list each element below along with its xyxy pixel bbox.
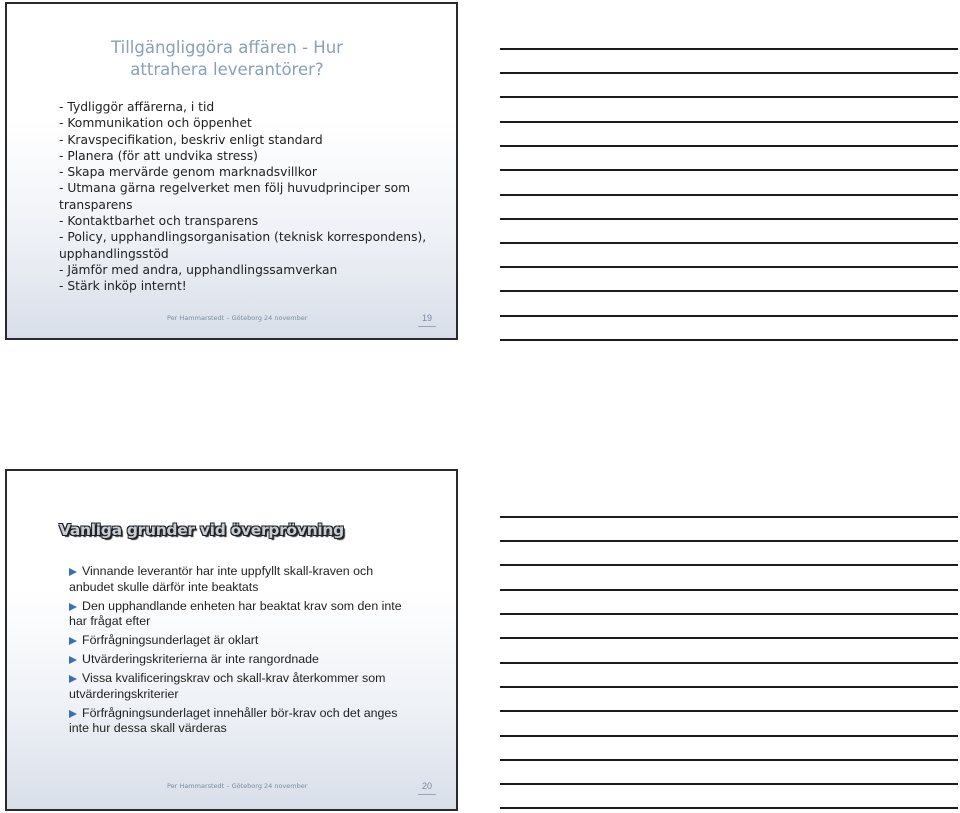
note-line: [500, 710, 958, 712]
page-number-underline: [418, 794, 436, 795]
slide-title: Vanliga grunder vid överprövning: [59, 521, 344, 539]
page-number-underline: [418, 326, 436, 327]
bullet-item: Förfrågningsunderlaget är oklart: [69, 633, 409, 649]
body-line: upphandlingsstöd: [59, 246, 169, 261]
body-line: - Policy, upphandlingsorganisation (teknisk korrespondens),: [59, 230, 427, 245]
note-line: [500, 290, 958, 292]
arrow-bullet-icon: [69, 637, 77, 645]
body-line: - Skapa mervärde genom marknadsvillkor: [59, 165, 317, 180]
slide-20: [5, 469, 458, 811]
note-line: [500, 121, 958, 123]
body-line: - Kommunikation och öppenhet: [59, 116, 252, 131]
slide-body: [69, 564, 409, 740]
note-line: [500, 145, 958, 147]
bullet-item: Utvärderingskriterierna är inte rangordnade: [69, 652, 409, 668]
note-line: [500, 807, 958, 809]
note-line: [500, 662, 958, 664]
bullet-item: Vinnande leverantör har inte uppfyllt skall-kraven och anbudet skulle därför inte beaktats: [69, 564, 374, 594]
note-line: [500, 169, 958, 171]
note-line: [500, 637, 958, 639]
arrow-bullet-icon: [69, 675, 77, 683]
bullet-item: Förfrågningsunderlaget innehåller bör-krav och det anges inte hur dessa skall värderas: [69, 705, 398, 735]
note-line: [500, 783, 958, 785]
note-line: [500, 194, 958, 196]
body-line: - Kontaktbarhet och transparens: [59, 214, 259, 229]
note-line: [500, 759, 958, 761]
slide-title: Tillgängliggöra affären - Hur attrahera leverantörer?: [111, 38, 343, 79]
arrow-bullet-icon: [69, 568, 77, 576]
slide-footer: Per Hammarstedt – Göteborg 24 november: [167, 782, 308, 790]
bullet-item: Vissa kvalificeringskrav och skall-krav återkommer som utvärderingskriterier: [69, 671, 386, 701]
body-line: - Kravspecifikation, beskriv enligt standard: [59, 132, 323, 147]
note-line: [500, 564, 958, 566]
note-line: [500, 242, 958, 244]
body-line: - Stärk inköp internt!: [59, 279, 187, 294]
note-line: [500, 516, 958, 518]
note-line: [500, 613, 958, 615]
bullet-item: Den upphandlande enheten har beaktat krav som den inte har frågat efter: [69, 598, 402, 628]
note-line: [500, 96, 958, 98]
arrow-bullet-icon: [69, 656, 77, 664]
note-line: [500, 72, 958, 74]
slide-footer: Per Hammarstedt – Göteborg 24 november: [167, 314, 308, 322]
note-line: [500, 315, 958, 317]
note-line: [500, 735, 958, 737]
arrow-bullet-icon: [69, 603, 77, 611]
page-number: 19: [422, 313, 433, 323]
note-line: [500, 218, 958, 220]
note-line: [500, 540, 958, 542]
body-line: - Tydliggör affärerna, i tid: [59, 100, 215, 114]
slide-body: [59, 99, 439, 295]
page-number: 20: [422, 781, 433, 791]
note-line: [500, 686, 958, 688]
slide-19: [5, 2, 458, 340]
note-line: [500, 339, 958, 341]
body-line: - Planera (för att undvika stress): [59, 148, 258, 163]
body-line: transparens: [59, 197, 133, 212]
note-line: [500, 48, 958, 50]
body-line: - Jämför med andra, upphandlingssamverkan: [59, 262, 338, 277]
arrow-bullet-icon: [69, 710, 77, 718]
body-line: - Utmana gärna regelverket men följ huvudprinciper som: [59, 181, 411, 196]
note-line: [500, 589, 958, 591]
note-line: [500, 266, 958, 268]
